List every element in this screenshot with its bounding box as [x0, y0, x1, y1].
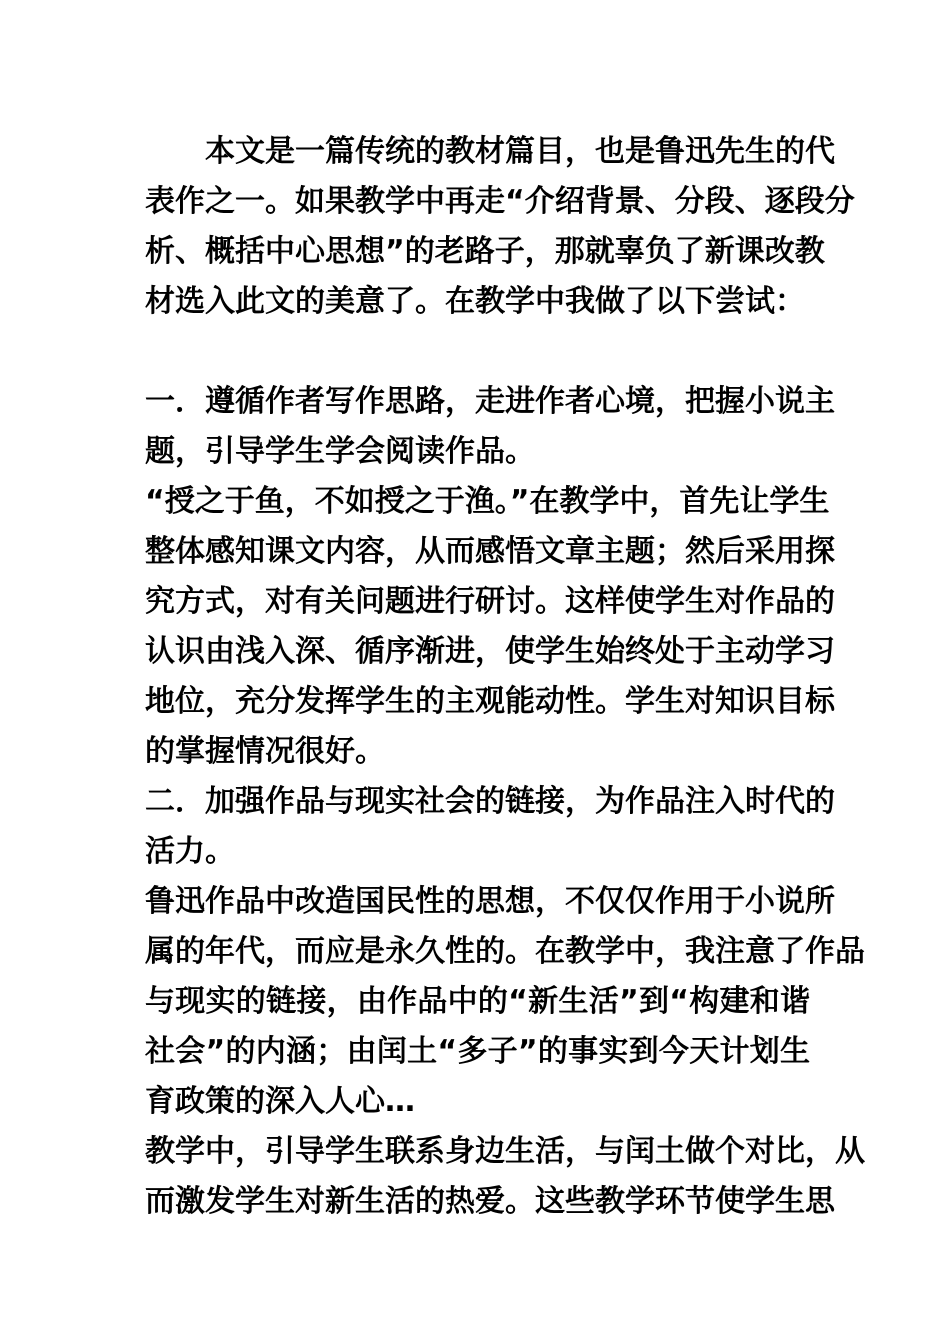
paragraph-line: 育政策的深入人心… — [145, 1084, 415, 1119]
paragraph-line: 的掌握情况很好。 — [145, 734, 385, 769]
paragraph-line: 本文是一篇传统的教材篇目，也是鲁迅先生的代 — [205, 134, 835, 169]
paragraph-line: 教学中，引导学生联系身边生活，与闰土做个对比，从 — [145, 1134, 865, 1169]
section-heading-line: 题，引导学生学会阅读作品。 — [145, 434, 535, 469]
section-heading-line: 活力。 — [145, 834, 235, 869]
paragraph-line: 社会”的内涵；由闰土“多子”的事实到今天计划生 — [145, 1034, 810, 1069]
section-heading-line: 一．遵循作者写作思路，走进作者心境，把握小说主 — [145, 384, 835, 419]
paragraph-line: “授之于鱼，不如授之于渔。”在教学中，首先让学生 — [145, 484, 830, 519]
paragraph-line: 表作之一。如果教学中再走“介绍背景、分段、逐段分 — [145, 184, 855, 219]
paragraph-line: 而激发学生对新生活的热爱。这些教学环节使学生思 — [145, 1184, 835, 1219]
section-heading-line: 二．加强作品与现实社会的链接，为作品注入时代的 — [145, 784, 835, 819]
paragraph-line: 认识由浅入深、循序渐进，使学生始终处于主动学习 — [145, 634, 835, 669]
paragraph-line: 整体感知课文内容，从而感悟文章主题；然后采用探 — [145, 534, 835, 569]
paragraph-line: 材选入此文的美意了。在教学中我做了以下尝试： — [145, 284, 805, 319]
paragraph-line: 属的年代，而应是永久性的。在教学中，我注意了作品 — [145, 934, 865, 969]
paragraph-line: 与现实的链接，由作品中的“新生活”到“构建和谐 — [145, 984, 810, 1019]
paragraph-line: 析、概括中心思想”的老路子，那就辜负了新课改教 — [145, 234, 825, 269]
paragraph-line: 鲁迅作品中改造国民性的思想，不仅仅作用于小说所 — [145, 884, 835, 919]
paragraph-line: 究方式，对有关问题进行研讨。这样使学生对作品的 — [145, 584, 835, 619]
paragraph-line: 地位，充分发挥学生的主观能动性。学生对知识目标 — [145, 684, 835, 719]
